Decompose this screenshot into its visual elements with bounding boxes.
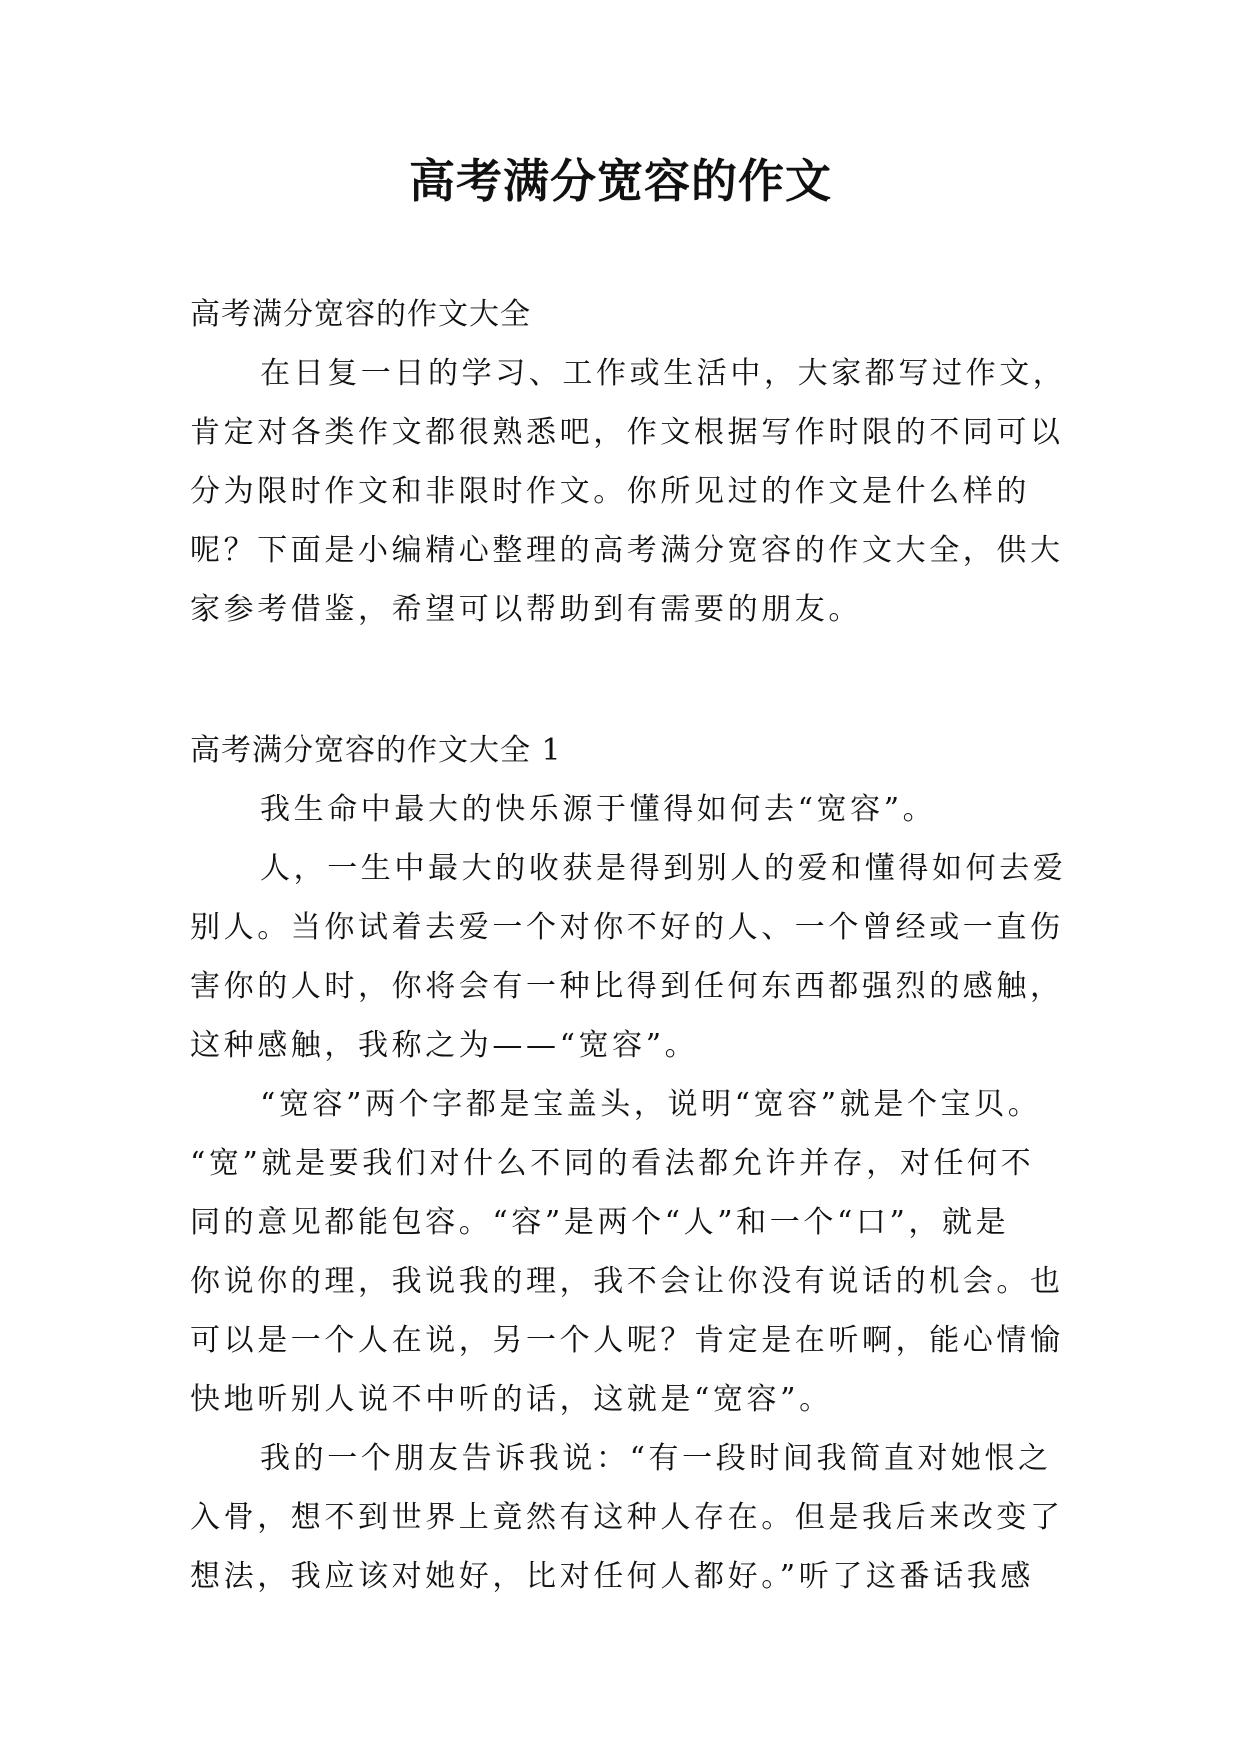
text-line: “宽”就是要我们对什么不同的看法都允许并存，对任何不 [190, 1146, 1035, 1181]
text-line: 可以是一个人在说，另一个人呢？肯定是在听啊，能心情愉 [190, 1323, 1064, 1358]
section-spacer [190, 639, 1070, 721]
essay-paragraph [190, 780, 1070, 839]
intro-paragraph [190, 344, 1070, 639]
text-line: 在日复一日的学习、工作或生活中，大家都写过作文， [260, 356, 1067, 391]
text-line: 分为限时作文和非限时作文。你所见过的作文是什么样的 [190, 474, 1030, 509]
text-line: 这种感触，我称之为——“宽容”。 [190, 1028, 699, 1063]
text-line: “宽容”两个字都是宝盖头，说明“宽容”就是个宝贝。 [260, 1087, 1042, 1122]
text-line: 害你的人时，你将会有一种比得到任何东西都强烈的感触， [190, 969, 1064, 1004]
text-line: 快地听别人说不中听的话，这就是“宽容”。 [190, 1382, 833, 1417]
text-line: 同的意见都能包容。“容”是两个“人”和一个“口”，就是 [190, 1205, 1010, 1240]
text-line: 入骨，想不到世界上竟然有这种人存在。但是我后来改变了 [190, 1500, 1064, 1535]
text-line: 想法，我应该对她好，比对任何人都好。”听了这番话我感 [190, 1559, 1034, 1594]
text-line: 你说你的理，我说我的理，我不会让你没有说话的机会。也 [190, 1264, 1064, 1299]
text-line: 肯定对各类作文都很熟悉吧，作文根据写作时限的不同可以 [190, 415, 1064, 450]
text-line: 家参考借鉴，希望可以帮助到有需要的朋友。 [190, 592, 862, 627]
text-line: 别人。当你试着去爱一个对你不好的人、一个曾经或一直伤 [190, 910, 1064, 945]
document-title: 高考满分宽容的作文 [409, 154, 832, 208]
intro-heading: 高考满分宽容的作文大全 [190, 297, 531, 332]
essay-heading: 高考满分宽容的作文大全 1 [190, 733, 562, 768]
essay-paragraph [190, 839, 1070, 1075]
essay-paragraph [190, 1429, 1070, 1606]
essay-paragraph [190, 1075, 1070, 1429]
text-line: 呢？下面是小编精心整理的高考满分宽容的作文大全，供大 [190, 533, 1064, 568]
document-body [190, 285, 1070, 1606]
text-line: 我的一个朋友告诉我说：“有一段时间我简直对她恨之 [260, 1441, 1052, 1476]
text-line: 我生命中最大的快乐源于懂得如何去“宽容”。 [260, 792, 937, 827]
text-line: 人，一生中最大的收获是得到别人的爱和懂得如何去爱 [260, 851, 1067, 886]
